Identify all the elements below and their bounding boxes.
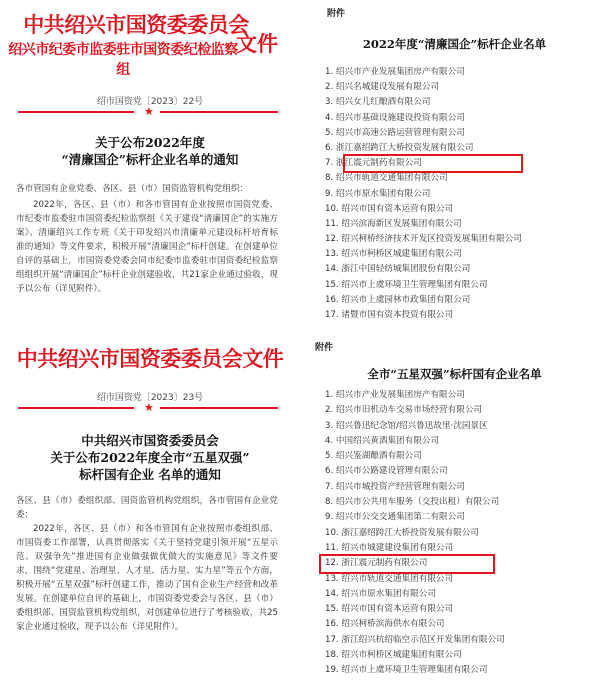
list-item: 2. 绍兴市旧机动车交易市场经营有限公司 (325, 405, 483, 416)
list-item: 12. 浙江震元制药有限公司 (325, 558, 428, 569)
doc1-header-line1: 中共绍兴市国资委委员会 (23, 13, 249, 37)
list-item: 19. 绍兴市上虞环境卫生管理集团有限公司 (325, 665, 488, 676)
list2-panel (303, 338, 606, 686)
list-item: 18. 绍兴市柯桥区城建集团有限公司 (325, 650, 462, 661)
doc1-salutation: 各市管国有企业党委、各区、县（市）国资监管机构党组织： (16, 184, 249, 194)
list-item: 10. 浙江嘉绍跨江大桥投资发展有限公司 (325, 527, 479, 538)
list-item: 13. 绍兴市柯桥区城建集团有限公司 (325, 249, 462, 260)
list-item: 4. 绍兴市基础设施建设投资有限公司 (325, 112, 465, 123)
list-item: 9. 绍兴市公交交通集团第二有限公司 (325, 512, 465, 523)
doc2-title-line1: 中共绍兴市国资委委员会 (81, 433, 219, 448)
list-item: 11. 绍兴滨海新区发展集团有限公司 (325, 218, 462, 229)
list2-highlight-box (319, 554, 495, 573)
doc1-header-side: 文件 (236, 32, 278, 56)
doc2-header-line1: 中共绍兴市国资委委员会文件 (16, 347, 284, 371)
star-icon: ★ (144, 105, 154, 118)
list-item: 12. 绍兴柯桥经济技术开发区投资发展集团有限公司 (325, 234, 522, 245)
list-item: 14. 绍兴市原水集团有限公司 (325, 588, 436, 599)
list-item: 7. 绍兴市城投资产经营管理有限公司 (325, 481, 465, 492)
doc2-title-line3: 标杆国有企业 名单的通知 (79, 467, 221, 482)
list1-panel (303, 0, 606, 330)
list-item: 15. 绍兴市国有资本运营有限公司 (325, 604, 454, 615)
list1-fujian-label: 附件 (327, 9, 346, 19)
list-item: 14. 浙江中国轻纺城集团股份有限公司 (325, 264, 471, 275)
doc2-doc-number: 绍市国资党〔2023〕23号 (96, 393, 204, 403)
list1-items (325, 65, 522, 323)
list-item: 17. 浙江绍兴杭绍临空示范区开发集团有限公司 (325, 634, 505, 645)
doc1-doc-number: 绍市国资党〔2023〕22号 (96, 97, 204, 107)
list-item: 11. 绍兴市城建建设集团有限公司 (325, 542, 454, 553)
list-item: 2. 绍兴名城建设发展有限公司 (325, 82, 440, 93)
doc2-panel (0, 338, 300, 686)
list2-fujian-label: 附件 (315, 343, 334, 353)
list2-items (325, 388, 505, 679)
list-item: 10. 绍兴市国有资本运营有限公司 (325, 203, 454, 214)
doc1-header-line2: 绍兴市纪委市监委驻市国资委纪检监察组 (8, 42, 238, 78)
doc2-salutation: 各区、县（市）委组织部、国资监管机构党组织，各市管国有企业党委： (16, 496, 278, 520)
list-item: 8. 绍兴市公共用车服务（交投出租）有限公司 (325, 497, 500, 508)
list-item: 13. 绍兴市轨道交通集团有限公司 (325, 573, 454, 584)
list-item: 15. 绍兴市上虞环境卫生管理集团有限公司 (325, 279, 488, 290)
list-item: 3. 绍兴鲁迅纪念馆/绍兴鲁迅故里·沈园景区 (325, 420, 488, 431)
list1-highlight-box (343, 154, 523, 173)
doc2-red-rule-right (160, 407, 278, 409)
doc1-title-line1: 关于公布2022年度 (95, 135, 205, 150)
doc1-panel (0, 0, 300, 330)
list-item: 16. 绍兴柯桥滨海供水有限公司 (325, 619, 445, 630)
doc2-title-line2: 关于公布2022年度全市“五星双强” (50, 450, 250, 465)
list-item: 8. 绍兴市轨道交通集团有限公司 (325, 173, 448, 184)
list-item: 9. 绍兴市原水集团有限公司 (325, 188, 431, 199)
doc1-red-rule-right (160, 111, 278, 113)
list-item: 4. 中国绍兴黄酒集团有限公司 (325, 435, 440, 446)
list-item: 6. 绍兴市公路建设管理有限公司 (325, 466, 448, 477)
list2-title: 全市“五星双强”标杆国有企业名单 (367, 367, 542, 381)
list-item: 5. 绍兴市高速公路运营管理有限公司 (325, 127, 465, 138)
list-item: 1. 绍兴市产业发展集团房产有限公司 (325, 390, 465, 400)
list-item: 3. 绍兴女儿红酿酒有限公司 (325, 97, 431, 108)
list-item: 16. 绍兴市上虞园林市政集团有限公司 (325, 294, 471, 305)
list-item: 1. 绍兴市产业发展集团房产有限公司 (325, 67, 465, 77)
list1-title: 2022年度“清廉国企”标杆企业名单 (362, 37, 547, 51)
list-item: 5. 绍兴鉴湖酿酒有限公司 (325, 451, 422, 462)
doc1-title-line2: “清廉国企”标杆企业名单的通知 (61, 152, 239, 167)
doc2-red-rule-left (18, 407, 134, 409)
list-item: 17. 诸暨市国有资本投资有限公司 (325, 310, 454, 320)
list-item: 6. 浙江嘉绍跨江大桥投资发展有限公司 (325, 142, 474, 153)
star-icon: ★ (144, 401, 154, 414)
doc2-body: 2022年，各区、县（市）和各市管国有企业按照市委组织部、市国资委工作部署，认真贯彻落实《关于坚持党建引领开展“五星示范、双强争先”推进国有企业做强做优做大的实施意见》等文件要求，围绕“党建星、治理星、人才星、活力星、实力星”等五个方面，积极开展“五星双强”标杆创建工作，推动了国有企业生产经营和改革发展。在创建单位自评的基础上，市国资委党委会与各区、县（市）委组织部、国资监管机构党组织，对创建单位进行了考核验收，共25家企业通过验收，现予以公布（详见附件）。 (16, 524, 278, 632)
list-item: 7. 浙江震元制药有限公司 (325, 158, 422, 169)
doc1-red-rule-left (18, 111, 134, 113)
doc1-body: 2022年，各区、县（市）和各市管国有企业按照市国资党委、市纪委市监委驻市国资委纪检监察组《关于建设“清廉国企”的实施方案》、清廉绍兴工作专班《关于印发绍兴市清廉单元建设标杆培育标准的通知》等文件要求，积极开展“清廉国企”标杆创建。在创建单位自评的基础上，市国资委党委会同市纪委市监委驻市国资委纪检监察组组织开展“清廉国企”标杆企业创建验收，共21家企业通过验收，现予以公布（详见附件）。 (16, 200, 278, 294)
